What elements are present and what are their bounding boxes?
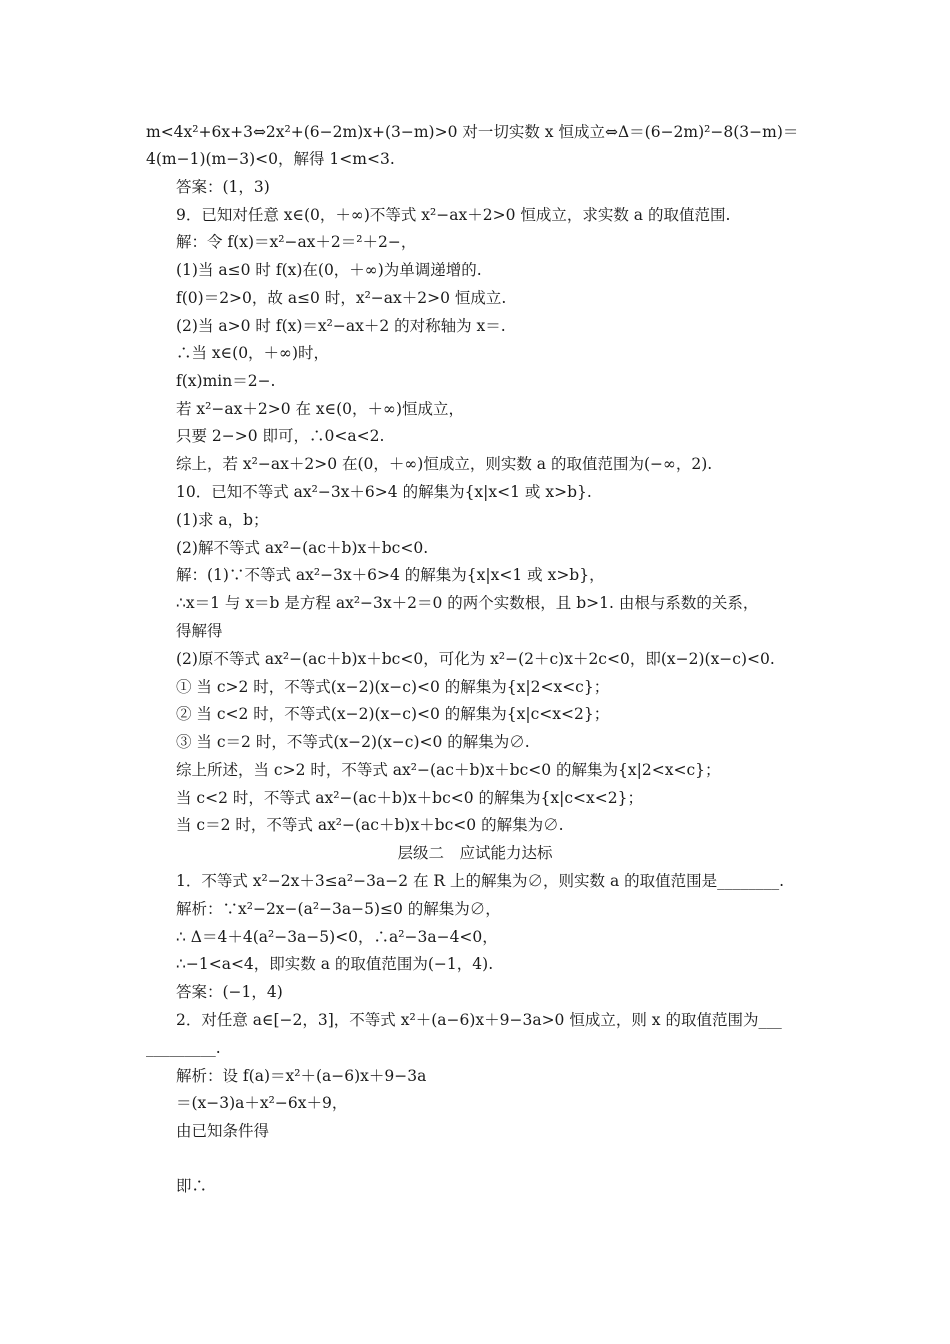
text-line: 解析：设 f(a)＝x²＋(a−6)x＋9−3a	[176, 1067, 427, 1085]
text-line: 即∴	[176, 1177, 208, 1195]
text-line: 只要 2−>0 即可，∴0<a<2.	[176, 427, 385, 445]
text-line: ② 当 c<2 时，不等式(x−2)(x−c)<0 的解集为{x|c<x<2}；	[176, 705, 610, 723]
text-line: ① 当 c>2 时，不等式(x−2)(x−c)<0 的解集为{x|2<x<c}；	[176, 678, 610, 696]
text-line: ＝(x−3)a＋x²−6x＋9，	[176, 1094, 348, 1112]
text-line: (1)当 a≤0 时 f(x)在(0，＋∞)为单调递增的.	[176, 261, 482, 279]
text-line: 当 c＝2 时，不等式 ax²−(ac＋b)x＋bc<0 的解集为∅.	[176, 816, 564, 834]
text-line: (1)求 a，b；	[176, 511, 269, 529]
text-line: (2)当 a>0 时 f(x)＝x²−ax＋2 的对称轴为 x＝.	[176, 317, 506, 335]
text-line: f(x)min＝2−.	[176, 372, 276, 390]
text-line: m<4x²+6x+3⇔2x²+(6−2m)x+(3−m)>0 对一切实数 x 恒成立⇔Δ＝(6−2m)²−8(3−m)＝	[146, 123, 799, 141]
text-line: (2)原不等式 ax²−(ac＋b)x＋bc<0，可化为 x²−(2＋c)x＋2c<0，即(x−2)(x−c)<0.	[176, 650, 775, 668]
section-heading: 层级二 应试能力达标	[397, 844, 553, 862]
text-line: 2．对任意 a∈[−2，3]，不等式 x²＋(a−6)x＋9−3a>0 恒成立，则 x 的取值范围为___	[176, 1011, 782, 1029]
problem-9: 9．已知对任意 x∈(0，＋∞)不等式 x²−ax＋2>0 恒成立，求实数 a 的取值范围.	[176, 206, 731, 224]
text-line: 综上所述，当 c>2 时，不等式 ax²−(ac＋b)x＋bc<0 的解集为{x|2<x<c}；	[176, 761, 721, 779]
text-line: _________.	[146, 1039, 221, 1057]
text-line: ∴当 x∈(0，＋∞)时，	[176, 344, 330, 362]
text-line: 解：(1)∵不等式 ax²−3x＋6>4 的解集为{x|x<1 或 x>b}，	[176, 566, 605, 584]
text-line: ③ 当 c＝2 时，不等式(x−2)(x−c)<0 的解集为∅.	[176, 733, 530, 751]
text-line: 得解得	[176, 622, 223, 640]
text-line: (2)解不等式 ax²−(ac＋b)x＋bc<0.	[176, 539, 429, 557]
text-line: 4(m−1)(m−3)<0，解得 1<m<3.	[146, 150, 395, 168]
text-line: 1．不等式 x²−2x＋3≤a²−3a−2 在 R 上的解集为∅，则实数 a 的取值范围是________.	[176, 872, 785, 890]
text-line: 解析：∵x²−2x−(a²−3a−5)≤0 的解集为∅，	[176, 900, 501, 918]
text-line: ∴x＝1 与 x＝b 是方程 ax²−3x＋2＝0 的两个实数根，且 b>1. 由根与系数的关系，	[176, 594, 759, 612]
text-line: 当 c<2 时，不等式 ax²−(ac＋b)x＋bc<0 的解集为{x|c<x<2}；	[176, 789, 643, 807]
text-line: 由已知条件得	[176, 1122, 270, 1140]
answer-line: 答案：(1，3)	[176, 178, 270, 196]
text-line: f(0)＝2>0，故 a≤0 时，x²−ax＋2>0 恒成立.	[176, 289, 507, 307]
text-line: 解：令 f(x)＝x²−ax＋2＝²＋2−，	[176, 233, 417, 251]
text-line: ∴−1<a<4，即实数 a 的取值范围为(−1，4).	[176, 955, 494, 973]
text-line: 综上，若 x²−ax＋2>0 在(0，＋∞)恒成立，则实数 a 的取值范围为(−∞，2).	[176, 455, 713, 473]
text-line: 若 x²−ax＋2>0 在 x∈(0，＋∞)恒成立，	[176, 400, 464, 418]
problem-10: 10．已知不等式 ax²−3x＋6>4 的解集为{x|x<1 或 x>b}.	[176, 483, 592, 501]
text-line: ∴ Δ＝4＋4(a²−3a−5)<0，∴a²−3a−4<0，	[176, 928, 498, 946]
answer-line: 答案：(−1，4)	[176, 983, 283, 1001]
